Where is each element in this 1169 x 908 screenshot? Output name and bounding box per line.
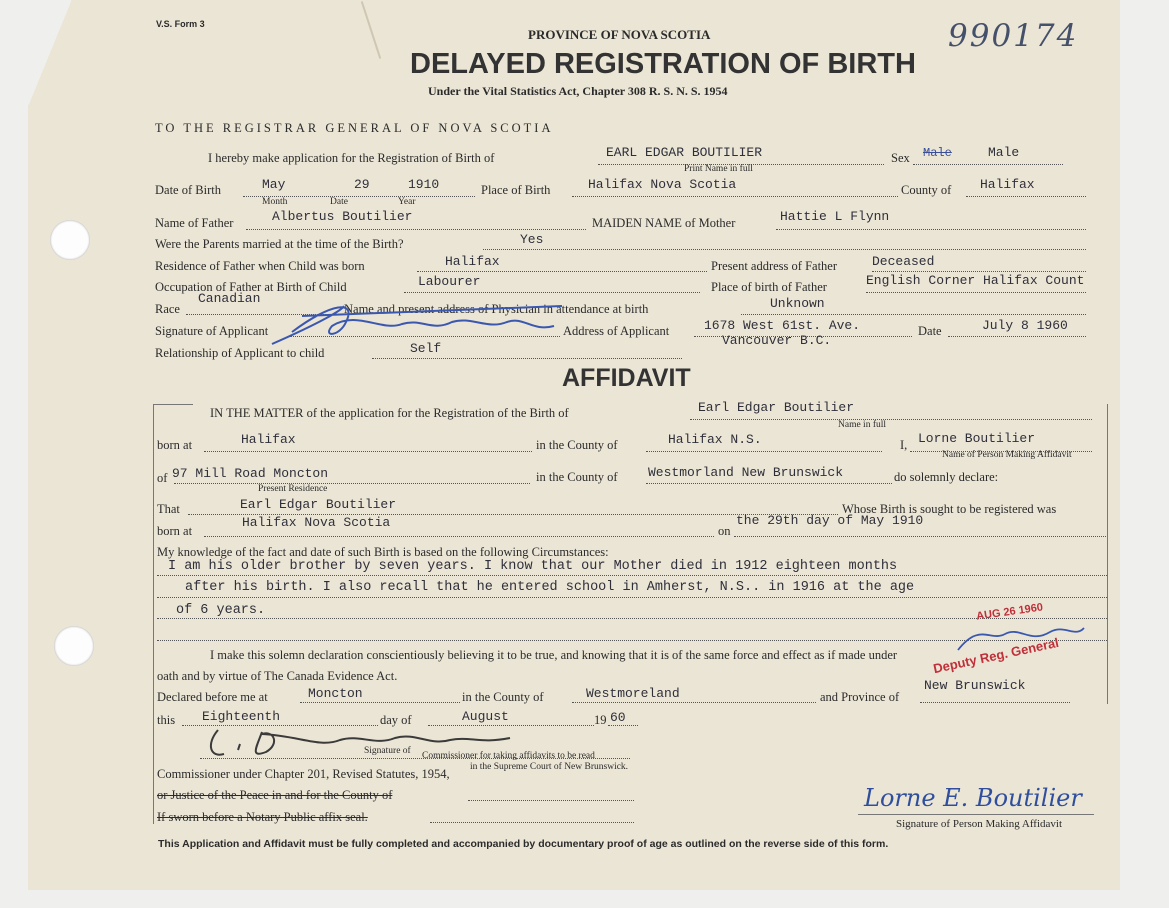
matter-value: Earl Edgar Boutilier xyxy=(698,400,855,415)
circumstance-line-1: I am his older brother by seven years. I know that our Mother died in 1912 eighteen months xyxy=(168,559,898,574)
residence-value-affidavit: 97 Mill Road Moncton xyxy=(172,466,329,481)
address-value-2: Vancouver B.C. xyxy=(722,333,832,348)
solemn-line-1: I make this solemn declaration conscientiously believing it to be true, and knowing that it is of the same force and effect as if made under xyxy=(210,648,898,662)
race-label: Race xyxy=(155,302,180,316)
date-value: July 8 1960 xyxy=(982,318,1068,333)
intro-text: I hereby make application for the Registration of Birth of xyxy=(208,151,495,165)
dob-month: May xyxy=(262,177,286,192)
race-value: Canadian xyxy=(198,291,261,306)
signature-of-label: Signature of xyxy=(364,746,411,756)
sex-value: Male xyxy=(988,145,1020,160)
born-at-value: Halifax xyxy=(241,432,296,447)
county-label: County of xyxy=(901,183,952,197)
present-address-label: Present address of Father xyxy=(711,259,838,273)
month-value: August xyxy=(462,709,509,724)
deponent-signature: Lorne E. Boutilier xyxy=(864,784,1082,812)
form-subtitle: Under the Vital Statistics Act, Chapter 308 R. S. N. S. 1954 xyxy=(428,84,728,98)
of-label: of xyxy=(157,471,168,485)
child-name: EARL EDGAR BOUTILIER xyxy=(606,145,763,160)
county2-value: Westmorland New Brunswick xyxy=(648,465,844,480)
physician-label: Name and present address of Physician in attendance at birth xyxy=(344,302,649,316)
date-caption: Date xyxy=(330,197,348,207)
on-value: the 29th day of May 1910 xyxy=(736,513,924,528)
residence-caption: Present Residence xyxy=(258,484,328,494)
circumstance-line-3: of 6 years. xyxy=(176,603,266,618)
declare-text: do solemnly declare: xyxy=(894,470,999,484)
commissioner-line: Commissioner under Chapter 201, Revised Statutes, 1954, xyxy=(157,767,450,781)
father-birthplace-value: English Corner Halifax Count xyxy=(866,273,1085,288)
father-value: Albertus Boutilier xyxy=(272,209,413,224)
born-at-label: born at xyxy=(157,438,193,452)
court-caption: in the Supreme Court of New Brunswick. xyxy=(470,762,629,772)
county2-label: in the County of xyxy=(536,470,618,484)
occupation-value: Labourer xyxy=(418,274,481,289)
county-value: Halifax xyxy=(980,177,1035,192)
file-number: 990174 xyxy=(948,18,1079,54)
date-label: Date xyxy=(918,324,942,338)
county3-value: Westmoreland xyxy=(586,686,680,701)
notary-line: If sworn before a Notary Public affix seal. xyxy=(157,810,368,824)
address-label: Address of Applicant xyxy=(563,324,670,338)
born-at2-label: born at xyxy=(157,524,193,538)
month-caption: Month xyxy=(262,197,288,207)
punch-hole-upper xyxy=(50,220,90,260)
justice-line: or Justice of the Peace in and for the County of xyxy=(157,788,393,802)
footer-note: This Application and Affidavit must be fully completed and accompanied by documentary proof of age as outlined on the reverse side of this form. xyxy=(158,838,889,850)
married-label: Were the Parents married at the time of the Birth? xyxy=(155,237,404,251)
father-label: Name of Father xyxy=(155,216,234,230)
that-label: That xyxy=(157,502,180,516)
solemn-line-2: oath and by virtue of The Canada Evidence Act. xyxy=(157,669,398,683)
year-caption: Year xyxy=(398,197,416,207)
county3-label: in the County of xyxy=(462,690,544,704)
present-address-value: Deceased xyxy=(872,254,935,269)
name-full-caption: Name in full xyxy=(838,420,887,430)
form-number: V.S. Form 3 xyxy=(156,19,205,29)
i-label: I, xyxy=(900,438,908,452)
knowledge-text: My knowledge of the fact and date of such Birth is based on the following Circumstances: xyxy=(157,545,609,559)
address-value: 1678 West 61st. Ave. xyxy=(704,318,861,333)
deponent-name: Lorne Boutilier xyxy=(918,431,1036,446)
on-label: on xyxy=(718,524,731,538)
that-value: Earl Edgar Boutilier xyxy=(240,497,397,512)
this-label: this xyxy=(157,713,176,727)
place-value: Halifax Nova Scotia xyxy=(588,177,737,192)
punch-hole-lower xyxy=(54,626,94,666)
registrar-initials xyxy=(950,612,1090,662)
declared-value: Moncton xyxy=(308,686,363,701)
province-value: New Brunswick xyxy=(924,678,1026,693)
year-prefix: 19 xyxy=(594,713,607,727)
signature-label: Signature of Applicant xyxy=(155,324,269,338)
occupation-label: Occupation of Father at Birth of Child xyxy=(155,280,347,294)
dob-label: Date of Birth xyxy=(155,183,221,197)
circumstance-line-2: after his birth. I also recall that he entered school in Amherst, N.S.. in 1916 at the age xyxy=(185,580,915,595)
day-of-label: day of xyxy=(380,713,412,727)
sex-label: Sex xyxy=(891,151,910,165)
dob-date: 29 xyxy=(354,177,370,192)
father-birthplace-label: Place of birth of Father xyxy=(711,280,827,294)
sex-struck: Male xyxy=(923,146,952,160)
matter-text: IN THE MATTER of the application for the Registration of the Birth of xyxy=(210,406,569,420)
affidavit-heading: AFFIDAVIT xyxy=(562,364,691,392)
dob-year: 1910 xyxy=(408,177,440,192)
county-of-value: Halifax N.S. xyxy=(668,432,762,447)
place-label: Place of Birth xyxy=(481,183,551,197)
year-value: 60 xyxy=(610,710,626,725)
county-of-label: in the County of xyxy=(536,438,618,452)
married-value: Yes xyxy=(520,232,544,247)
born-at2-value: Halifax Nova Scotia xyxy=(242,515,391,530)
form-title: DELAYED REGISTRATION OF BIRTH xyxy=(410,48,916,80)
relationship-label: Relationship of Applicant to child xyxy=(155,346,325,360)
commissioner-caption: Commissioner for taking affidavits to be read xyxy=(422,751,595,761)
day-value: Eighteenth xyxy=(202,709,281,724)
addressee-line: TO THE REGISTRAR GENERAL OF NOVA SCOTIA xyxy=(155,121,554,135)
deponent-sig-caption: Signature of Person Making Affidavit xyxy=(896,818,1062,830)
mother-value: Hattie L Flynn xyxy=(780,209,890,224)
stamp-title: Deputy Reg. General xyxy=(931,634,1061,677)
whose-birth-text: Whose Birth is sought to be registered was xyxy=(842,502,1057,516)
deponent-caption: Name of Person Making Affidavit xyxy=(942,450,1072,460)
physician-value: Unknown xyxy=(770,296,825,311)
province-label: and Province of xyxy=(820,690,900,704)
stamp-date: AUG 26 1960 xyxy=(975,601,1044,623)
province-heading: PROVINCE OF NOVA SCOTIA xyxy=(528,27,711,42)
declared-label: Declared before me at xyxy=(157,690,268,704)
relationship-value: Self xyxy=(410,341,442,356)
name-caption: Print Name in full xyxy=(684,164,753,174)
mother-label: MAIDEN NAME of Mother xyxy=(592,216,736,230)
residence-value: Halifax xyxy=(445,254,500,269)
residence-label: Residence of Father when Child was born xyxy=(155,259,365,273)
